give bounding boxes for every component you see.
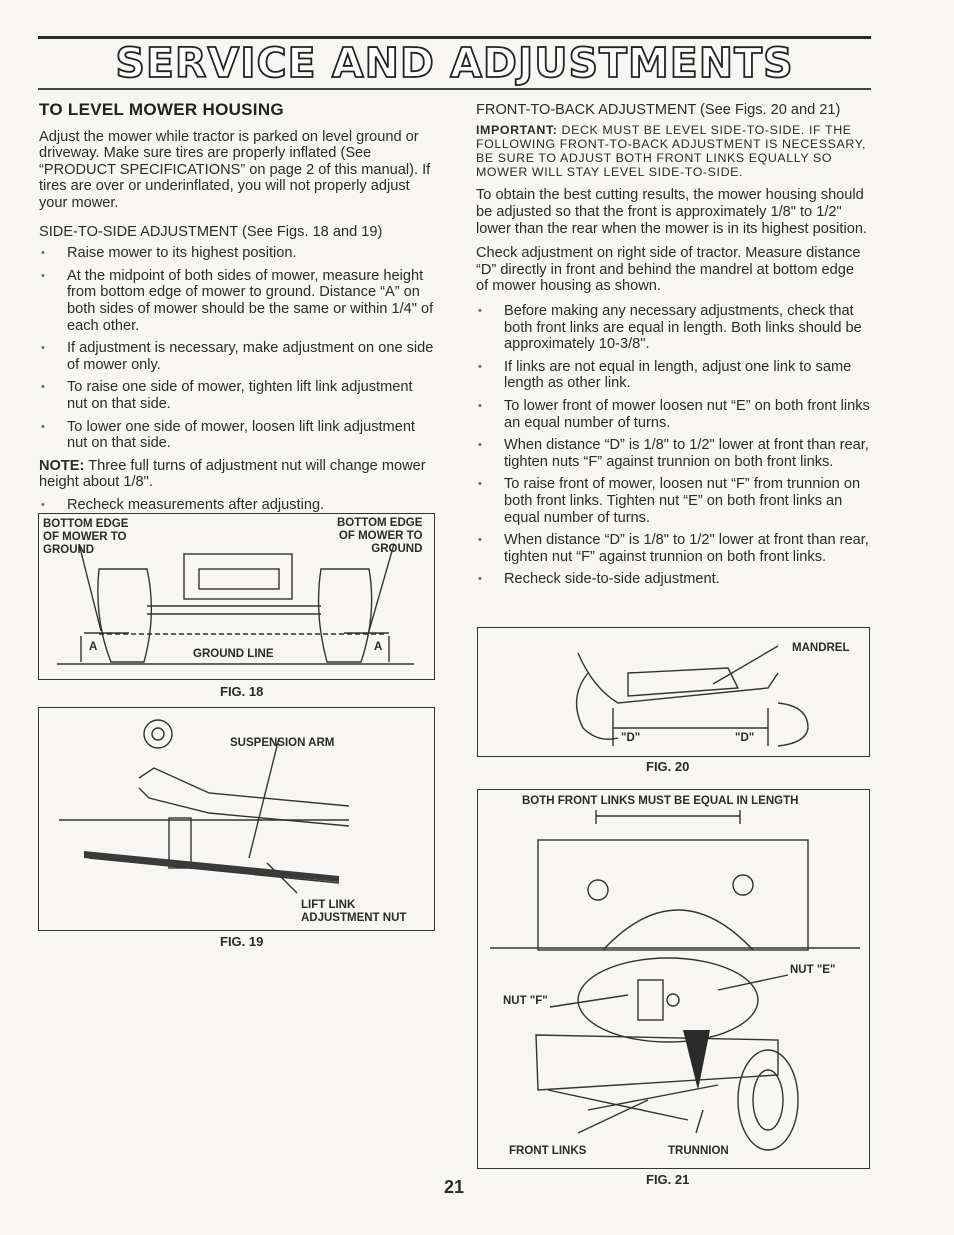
intro-paragraph: Adjust the mower while tractor is parked on level ground or driveway. Make sure tires are properly inflated (See “PRODUCT SPECIFICATIONS” on page 2 of this manual). If tires are over or underinflated, you will not properly adjust your mower. (39, 128, 431, 211)
fig21-top-label: BOTH FRONT LINKS MUST BE EQUAL IN LENGTH (522, 795, 799, 807)
list-item: • Raise mower to its highest position. (39, 245, 435, 262)
list-item: • Recheck side-to-side adjustment. (476, 571, 870, 588)
list-item: • Before making any necessary adjustments, check that both front links are equal in length. Both links should be approximately 10-3/8". (476, 303, 870, 353)
fig18-ground-line-label: GROUND LINE (193, 648, 274, 660)
important-notice (476, 123, 870, 180)
fig18-a-left: A (89, 641, 98, 653)
fig21-trunnion-label: TRUNNION (668, 1145, 729, 1157)
front-to-back-paragraph-2: Check adjustment on right side of tractor. Measure distance “D” directly in front and behind the mandrel at bottom edge of mower housing as shown. (476, 245, 861, 295)
fig19-suspension-arm-label: SUSPENSION ARM (230, 737, 335, 749)
list-item: • If links are not equal in length, adjust one link to same length as other link. (476, 359, 870, 392)
left-column (39, 102, 435, 519)
fig19-lift-link-label: LIFT LINK ADJUSTMENT NUT (301, 899, 407, 924)
list-item: • To raise one side of mower, tighten lift link adjustment nut on that side. (39, 379, 435, 412)
fig21-front-links-label: FRONT LINKS (509, 1145, 587, 1157)
fig21-nut-f-label: NUT "F" (503, 995, 548, 1007)
fig20-d-left: "D" (621, 732, 641, 744)
section-heading-level-mower: TO LEVEL MOWER HOUSING (39, 100, 284, 119)
header-rule-bottom (38, 88, 871, 90)
note-text: Three full turns of adjustment nut will change mower height about 1/8". (39, 457, 426, 491)
list-item: • At the midpoint of both sides of mower, measure height from bottom edge of mower to ground. Distance “A” on both sides of mower should be the same or within 1/4" of each other. (39, 268, 435, 334)
important-text: DECK MUST BE LEVEL SIDE-TO-SIDE. IF THE FOLLOWING FRONT-TO-BACK ADJUSTMENT IS NECESSARY, BE SURE TO ADJUST BOTH FRONT LINKS EQUALLY SO MOWER WILL STAY LEVEL SIDE-TO-SIDE. (476, 122, 867, 180)
fig20-box (477, 627, 870, 757)
fig19-caption: FIG. 19 (220, 934, 264, 949)
page-number: 21 (444, 1177, 465, 1197)
list-item: • To lower front of mower loosen nut “E” on both front links an equal number of turns. (476, 398, 870, 431)
fig19-box (38, 707, 435, 931)
fig18-caption: FIG. 18 (220, 684, 264, 699)
front-to-back-heading: FRONT-TO-BACK ADJUSTMENT (See Figs. 20 and 21) (476, 102, 841, 118)
list-item: • To lower one side of mower, loosen lift link adjustment nut on that side. (39, 419, 435, 452)
front-to-back-steps (476, 303, 870, 588)
note-label: NOTE: (39, 457, 85, 474)
page-title: SERVICE AND ADJUSTMENTS (115, 39, 794, 87)
fig18-label-right: BOTTOM EDGE OF MOWER TO GROUND (337, 517, 423, 555)
list-item: • When distance “D” is 1/8" to 1/2" lower at front than rear, tighten nuts “F” against trunnion on both front links. (476, 437, 870, 470)
fig18-a-right: A (374, 641, 383, 653)
fig21-illustration (478, 790, 869, 1168)
side-to-side-steps (39, 245, 435, 452)
fig20-caption: FIG. 20 (646, 759, 690, 774)
recheck-steps (39, 497, 435, 514)
fig21-caption: FIG. 21 (646, 1172, 690, 1187)
fig21-nut-e-label: NUT "E" (790, 964, 836, 976)
fig21-box (477, 789, 870, 1169)
fig20-d-right: "D" (735, 732, 755, 744)
side-to-side-heading: SIDE-TO-SIDE ADJUSTMENT (See Figs. 18 and 19) (39, 223, 383, 240)
fig20-mandrel-label: MANDREL (792, 642, 850, 654)
right-column (476, 102, 870, 594)
note-paragraph (39, 458, 435, 491)
fig18-label-left: BOTTOM EDGE OF MOWER TO GROUND (43, 518, 129, 556)
front-to-back-paragraph-1: To obtain the best cutting results, the mower housing should be adjusted so that the front is approximately 1/8" to 1/2" lower than the rear when the mower is in its highest position. (476, 187, 867, 237)
fig18-box (38, 513, 435, 680)
list-item: • Recheck measurements after adjusting. (39, 497, 435, 514)
list-item: • When distance “D” is 1/8" to 1/2" lower at front than rear, tighten nut “F” against trunnion on both front links. (476, 532, 870, 565)
list-item: • If adjustment is necessary, make adjustment on one side of mower only. (39, 340, 435, 373)
important-label: IMPORTANT: (476, 122, 558, 137)
list-item: • To raise front of mower, loosen nut “F” from trunnion on both front links. Tighten nut “E” on both front links an equal number of turns. (476, 476, 870, 526)
